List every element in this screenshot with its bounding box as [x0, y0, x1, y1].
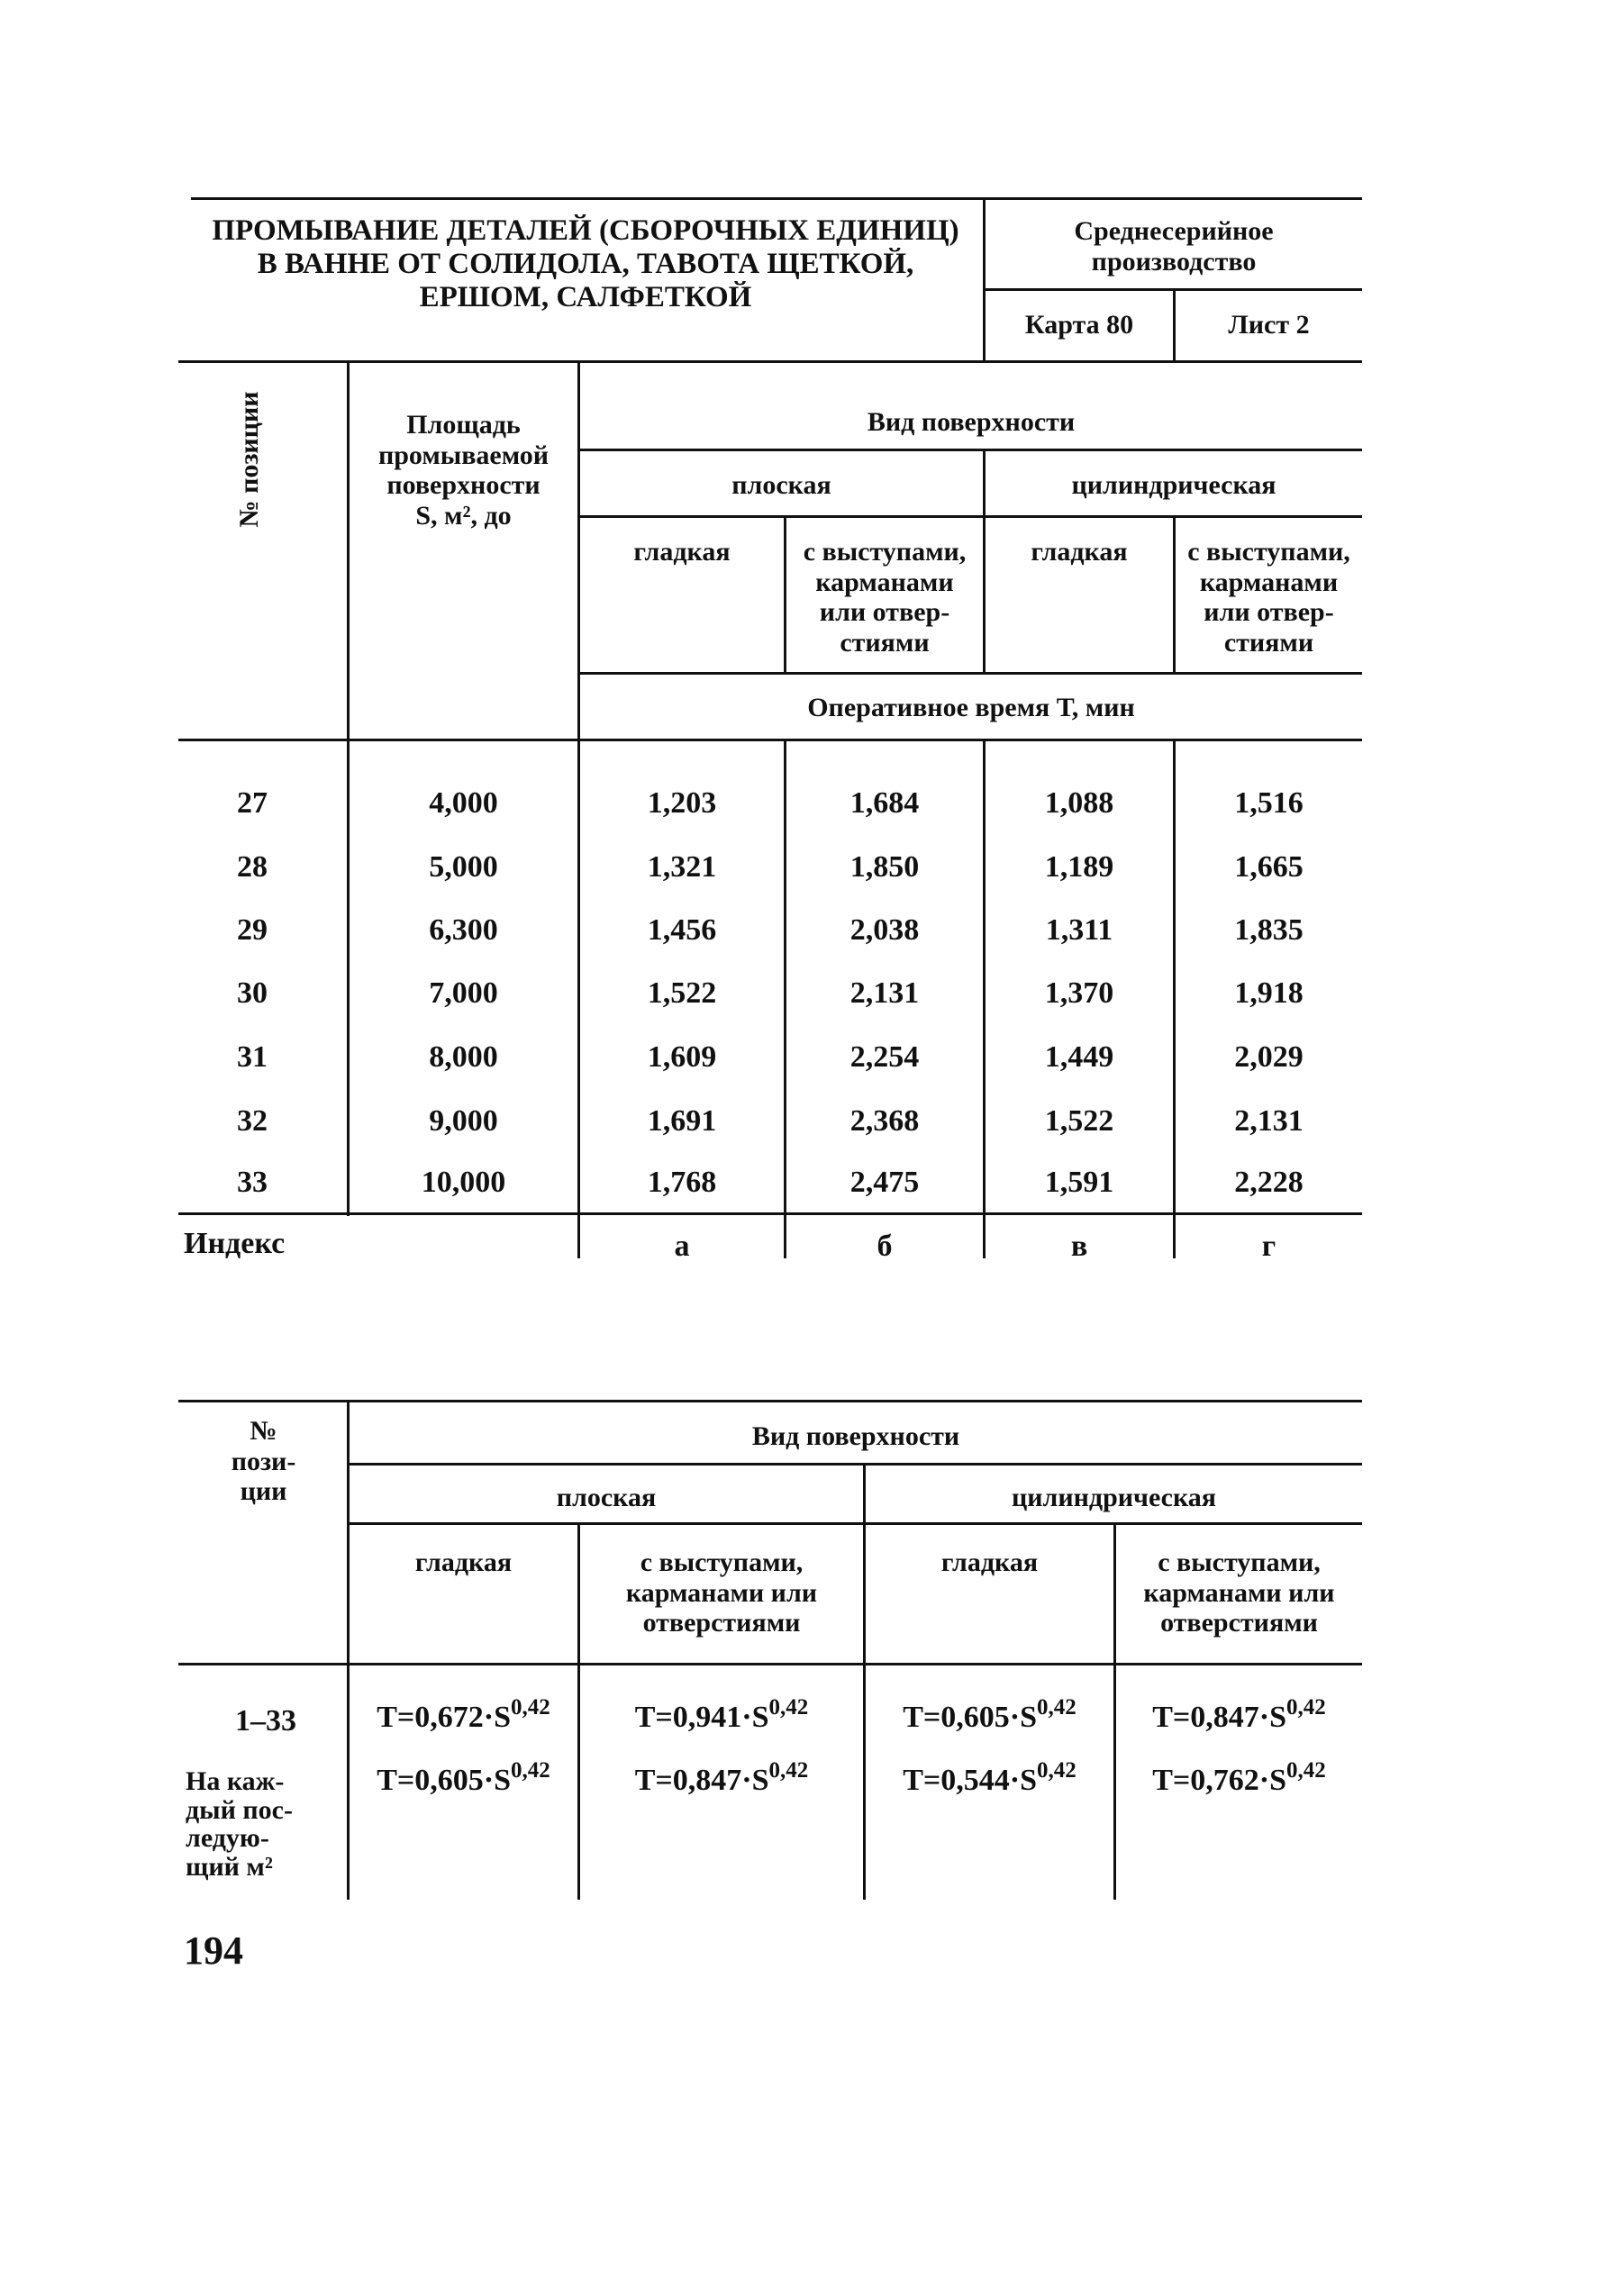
document-title: ПРОМЫВАНИЕ ДЕТАЛЕЙ (СБОРОЧНЫХ ЕДИНИЦ) В ВАННЕ ОТ СОЛИДОЛА, ТАВОТА ЩЕТКОЙ, ЕРШОМ, САЛФЕТКОЙ — [212, 214, 959, 313]
flat-smooth-header-2: гладкая — [414, 1547, 513, 1577]
surface-type-header: Вид поверхности — [867, 407, 1076, 437]
cyl-smooth-header-2: гладкая — [940, 1547, 1039, 1577]
flat-header: плоская — [731, 470, 831, 500]
flat-header-2: плоская — [556, 1483, 657, 1512]
page-number: 194 — [184, 1928, 243, 1973]
formula-cell: $Т=0,672\cdot S^{0,42}$ — [377, 1695, 550, 1734]
flat-protrusions-header: с выступами, карманами или отвер- стиями — [803, 537, 967, 658]
index-b: б — [877, 1230, 893, 1263]
cyl-protrusions-header-2: с выступами, карманами или отверстиями — [1143, 1547, 1335, 1638]
card-number: Карта 80 — [1024, 310, 1134, 340]
formula-cell: $Т=0,941\cdot S^{0,42}$ — [634, 1695, 809, 1734]
formula-cell: $Т=0,605\cdot S^{0,42}$ — [377, 1758, 550, 1797]
area-column-header: Площадь промываемой поверхности S, м², до — [377, 410, 550, 531]
formula-cell: $Т=0,544\cdot S^{0,42}$ — [903, 1758, 1077, 1797]
position-column-header-2: № пози- ции — [231, 1416, 296, 1507]
position-column-header: № позиции — [234, 391, 264, 528]
formula-cell: $Т=0,605\cdot S^{0,42}$ — [903, 1695, 1077, 1734]
index-label: Индекс — [184, 1227, 286, 1260]
index-d: г — [1261, 1230, 1276, 1263]
index-c: в — [1070, 1230, 1088, 1263]
operative-time-header: Оперативное время Т, мин — [807, 693, 1135, 722]
cylindrical-header: цилиндрическая — [1071, 470, 1276, 500]
row1-label: 1–33 — [235, 1704, 296, 1738]
formula-cell: $Т=0,847\cdot S^{0,42}$ — [634, 1758, 809, 1797]
cyl-protrusions-header: с выступами, карманами или отвер- стиями — [1187, 537, 1350, 658]
row2-label: На каж- дый пос- ледую- щий м² — [186, 1766, 293, 1882]
cylindrical-header-2: цилиндрическая — [1011, 1483, 1217, 1512]
production-type: Среднесерийное производство — [1074, 216, 1274, 277]
formula-cell: $Т=0,847\cdot S^{0,42}$ — [1152, 1695, 1326, 1734]
cyl-smooth-header: гладкая — [1031, 537, 1128, 567]
formula-cell: $Т=0,762\cdot S^{0,42}$ — [1152, 1758, 1326, 1797]
index-a: а — [674, 1230, 690, 1263]
sheet-number: Лист 2 — [1228, 310, 1310, 340]
flat-protrusions-header-2: с выступами, карманами или отверстиями — [625, 1547, 818, 1638]
surface-type-header-2: Вид поверхности — [751, 1421, 960, 1451]
flat-smooth-header: гладкая — [633, 537, 731, 567]
